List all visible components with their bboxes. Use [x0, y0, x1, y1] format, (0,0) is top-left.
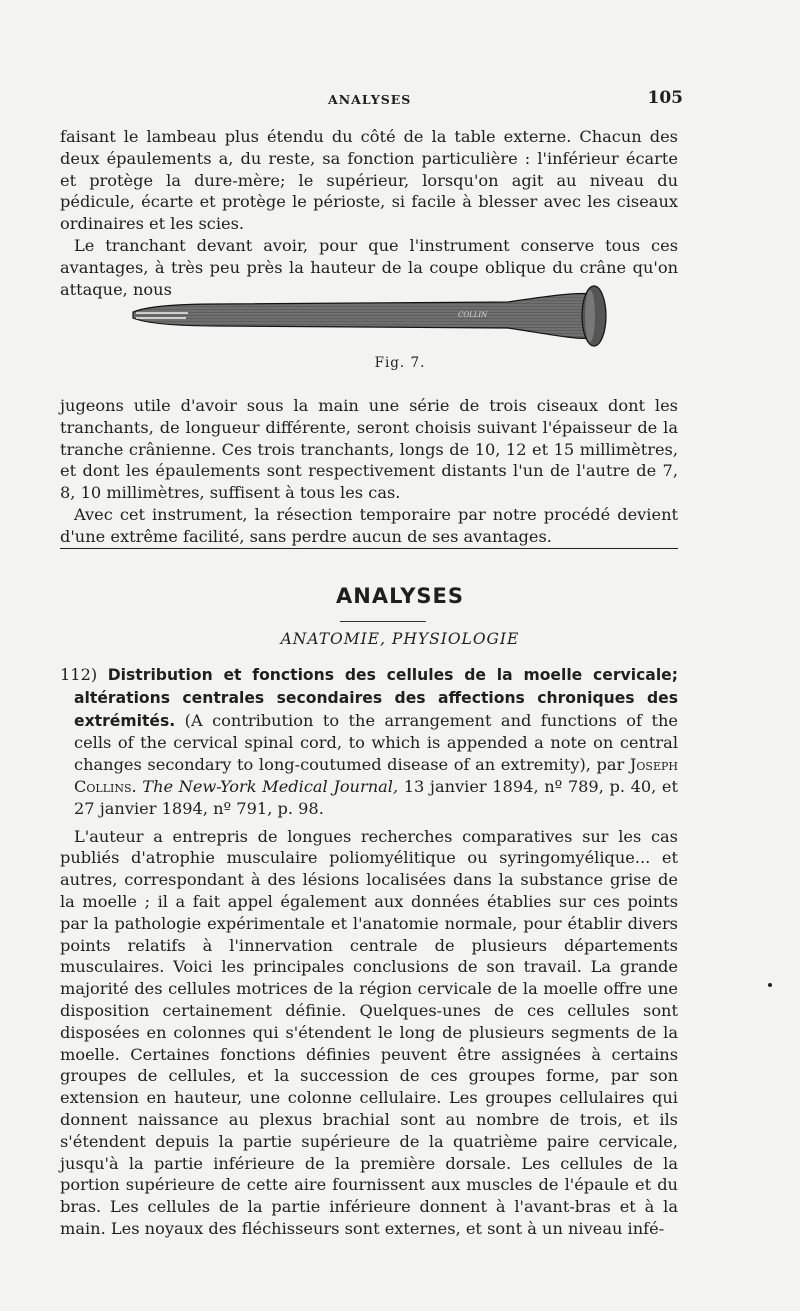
paragraph: faisant le lambeau plus étendu du côté de la table externe. Chacun des deux épaulements a, du reste, sa fonction particulière : l'inférieur écarte et protège la dure-mère; le supérieur, lorsqu'on agit au niveau du pédicule, écarte et protège le périoste, si facile à blesser avec les ciseaux ordinaires et les scies.	[60, 127, 678, 234]
entry-english-title: (A contribution to the arrangement and functions of the cells of the cervical spinal cord, to which is appended a note on central changes secondary to long-coutumed disease of an extremity), par	[74, 710, 678, 775]
paragraph: Avec cet instrument, la résection temporaire par notre procédé devient d'une extrême facilité, sans perdre aucun de ses avantages.	[60, 504, 678, 546]
section-title-rule	[340, 621, 426, 622]
entry-title: Distribution et fonctions des cellules de la moelle cervicale; altérations centrales secondaires des affections chroniques des extrémités.	[74, 666, 678, 730]
abstract-entry	[60, 664, 678, 1240]
subsection-title: ANATOMIE, PHYSIOLOGIE	[280, 630, 520, 648]
entry-body: L'auteur a entrepris de longues recherches comparatives sur les cas publiés d'atrophie musculaire poliomyélitique ou syringomyélique... et autres, correspondant à des lésions localisées dans la substance grise de la moelle ; il a fait appel également aux données établies sur ces points par la pathologie expérimentale et l'anatomie normale, pour établir divers points relatifs à l'innervation centrale de plusieurs départements musculaires. Voici les principales conclusions de son travail. La grande majorité des cellules motrices de la région cervicale de la moelle offre une disposition certainement définie. Quelques-unes de ces cellules sont disposées en colonnes qui s'étendent le long de plusieurs segments de la moelle. Certaines fonctions définies peuvent être assignées à certains groupes de cellules, et la succession de ces groupes forme, par son extension en hauteur, une colonne cellulaire. Les groupes cellulaires qui donnent naissance au plexus brachial sont au nombre de trois, et ils s'étendent depuis la partie supérieure de la quatrième paire cervicale, jusqu'à la partie inférieure de la première dorsale. Les cellules de la portion supérieure de cette aire fournissent aux muscles de l'épaule et du bras. Les cellules de la partie inférieure donnent à l'avant-bras et à la main. Les noyaux des fléchisseurs sont externes, et sont à un niveau infé-	[60, 826, 678, 1238]
entry-citation: 13 janvier 1894, nº 789, p. 40, et 27 janvier 1894, nº 791, p. 98.	[74, 776, 679, 818]
paragraph: jugeons utile d'avoir sous la main une série de trois ciseaux dont les tranchants, de longueur différente, seront choisis suivant l'épaisseur de la tranche crânienne. Ces trois tranchants, longs de 10, 12 et 15 millimètres, et dont les épaulements sont respectivement distants l'un de l'autre de 7, 8, 10 millimètres, suffisent à tous les cas.	[60, 396, 678, 503]
middle-text-block	[60, 395, 678, 548]
margin-speck	[768, 983, 772, 987]
page-number: 105	[647, 88, 683, 108]
entry-heading	[60, 664, 678, 820]
figure-caption: Fig. 7.	[374, 355, 426, 371]
chisel-head-highlight	[585, 290, 595, 342]
paragraph: Le tranchant devant avoir, pour que l'instrument conserve tous ces avantages, à très peu près la hauteur de la coupe oblique du crâne qu'on attaque, nous	[60, 235, 678, 299]
entry-author: Joseph Collins.	[74, 755, 678, 796]
section-divider	[60, 548, 678, 549]
entry-journal: The New-York Medical Journal,	[142, 776, 399, 796]
entry-number: 112)	[60, 665, 98, 684]
maker-mark: COLLIN	[458, 311, 488, 319]
section-title: ANALYSES	[336, 584, 464, 608]
top-text-block	[60, 126, 678, 300]
running-title: ANALYSES	[328, 92, 412, 107]
chisel-illustration	[128, 282, 618, 352]
chisel-shading	[133, 293, 590, 338]
